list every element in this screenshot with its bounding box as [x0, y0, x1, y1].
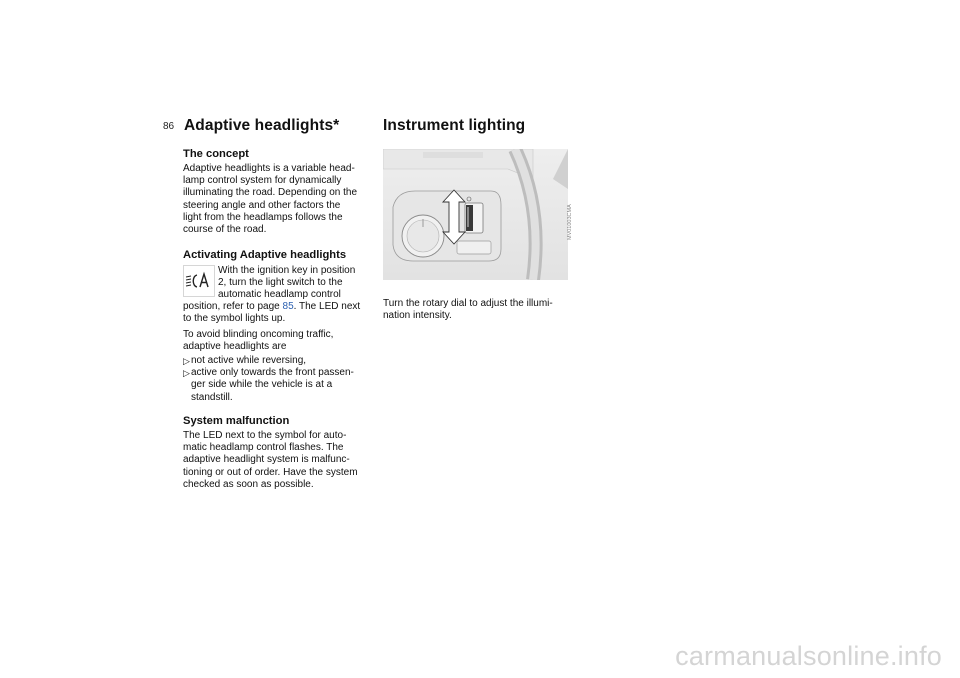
text-line	[183, 301, 360, 313]
page-number: 86	[163, 121, 175, 132]
text-line: ger side while the vehicle is at a	[191, 379, 333, 391]
list-item	[183, 367, 378, 404]
text-line: Adaptive headlights is a variable head-	[183, 163, 355, 174]
text-line: to the symbol lights up.	[183, 313, 286, 325]
bullet-arrow-icon: ▷	[183, 368, 190, 379]
text-line: matic headlamp control flashes. The	[183, 442, 344, 454]
malfunction-paragraph	[183, 430, 358, 491]
text-line: active only towards the front passen-	[191, 367, 354, 379]
text-line: steering angle and other factors the	[183, 199, 341, 211]
concept-paragraph	[183, 163, 357, 236]
text-fragment: . The LED next	[293, 301, 361, 312]
avoid-blinding-paragraph	[183, 329, 333, 353]
text-line: adaptive headlight system is malfunc-	[183, 454, 350, 466]
light-switch-illustration	[383, 149, 568, 280]
activating-paragraph	[183, 301, 360, 325]
text-line: To avoid blinding oncoming traffic,	[183, 329, 334, 340]
text-line: automatic headlamp control	[218, 289, 341, 301]
adaptive-headlight-icon	[183, 265, 215, 297]
text-line: lamp control system for dynamically	[183, 175, 342, 187]
bullet-arrow-icon: ▷	[183, 356, 190, 366]
section-title-instrument-lighting: Instrument lighting	[383, 117, 526, 134]
text-line: standstill.	[191, 391, 233, 403]
text-line: Turn the rotary dial to adjust the illumi-	[383, 298, 553, 309]
bullet-list	[183, 355, 378, 404]
watermark: carmanualsonline.info	[675, 641, 942, 671]
text-fragment: position, refer to page	[183, 301, 283, 312]
text-line: not active while reversing,	[191, 355, 307, 366]
text-line: light from the headlamps follows the	[183, 211, 343, 223]
text-line: 2, turn the light switch to the	[218, 277, 343, 289]
text-line: tioning or out of order. Have the system	[183, 466, 358, 478]
text-line: course of the road.	[183, 224, 267, 236]
text-line: The LED next to the symbol for auto-	[183, 430, 347, 441]
activating-indented-lines	[218, 265, 355, 302]
section-title-adaptive-headlights: Adaptive headlights*	[184, 117, 340, 134]
text-line: With the ignition key in position	[218, 265, 356, 276]
text-line: adaptive headlights are	[183, 341, 287, 353]
instrument-lighting-paragraph	[383, 298, 553, 322]
heading-system-malfunction: System malfunction	[183, 415, 290, 427]
figure-code: MV01003CMA	[567, 204, 573, 240]
text-line: nation intensity.	[383, 310, 452, 322]
heading-activating-adaptive-headlights: Activating Adaptive headlights	[183, 249, 347, 261]
text-line: checked as soon as possible.	[183, 478, 314, 490]
page-link-85[interactable]: 85	[282, 301, 294, 312]
heading-the-concept: The concept	[183, 148, 249, 160]
list-item	[183, 355, 378, 367]
text-line: illuminating the road. Depending on the	[183, 187, 358, 199]
